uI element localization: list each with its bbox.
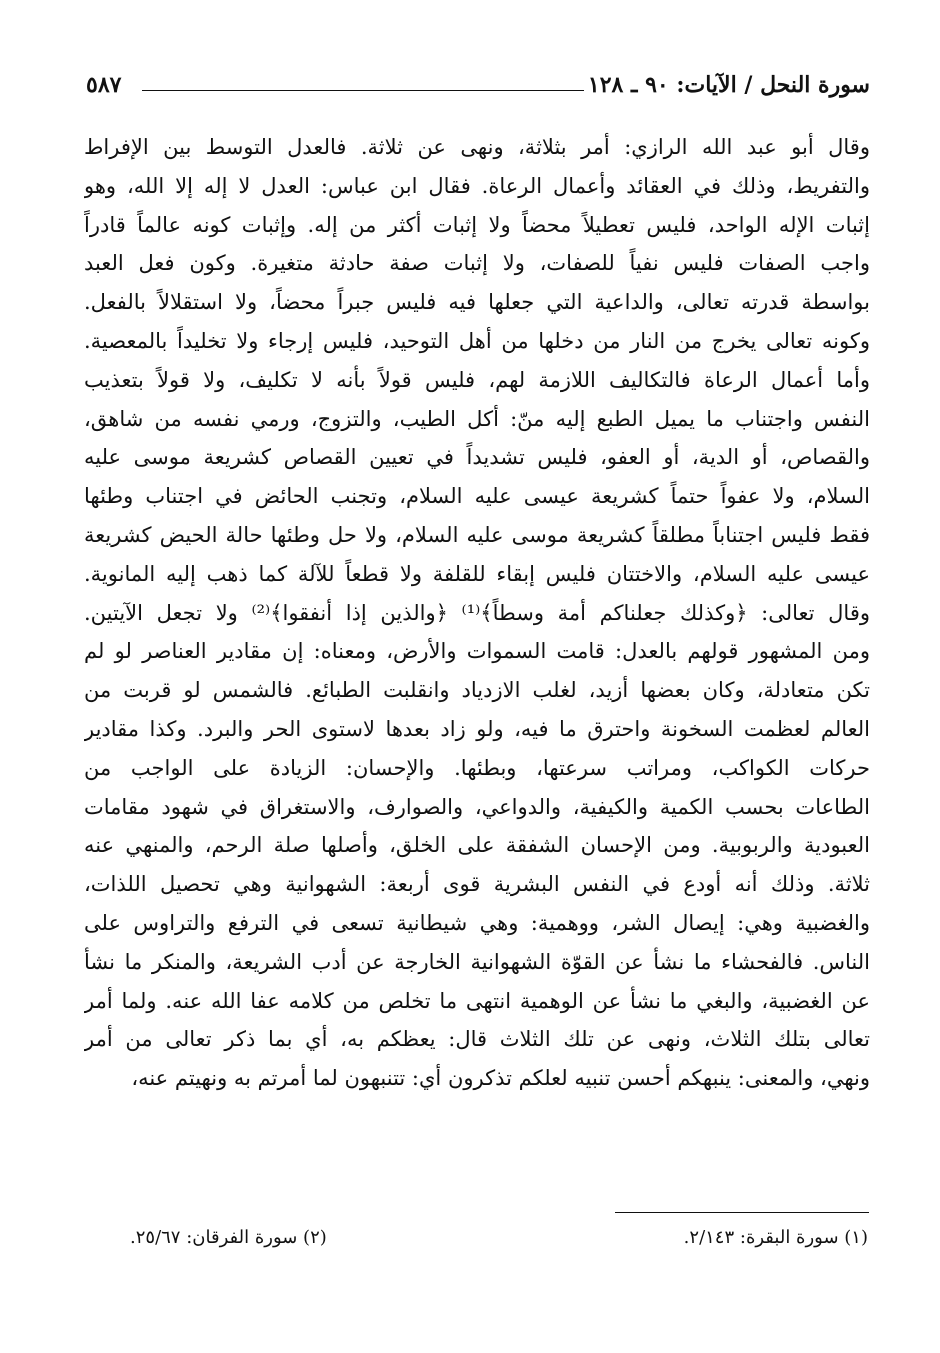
page-number: ٥٨٧ bbox=[86, 72, 122, 98]
footnotes bbox=[130, 1220, 868, 1256]
text-line: العبودية والربوبية. ومن الإحسان الشفقة على الخلق، وأصلها صلة الرحم، والمنهي عنه bbox=[84, 833, 870, 858]
text-line: وقال تعالى: ﴿وكذلك جعلناكم أمة وسطاً﴾⁽¹⁾ ﴿والذين إذا أنفقوا﴾⁽²⁾ ولا تجعل الآيتين. bbox=[84, 600, 870, 625]
text-line: النفس واجتناب ما يميل الطبع إليه منّ: أكل الطيب، والتزوج، ورمي نفسه من شاهق، bbox=[84, 406, 870, 431]
header-rule bbox=[142, 90, 584, 91]
text-line: ونهي، والمعنى: ينبهكم أحسن تنبيه لعلكم تذكرون أي: تتنبهون لما أمرتم به ونهيتم عنه، bbox=[131, 1066, 870, 1091]
text-line: وقال أبو عبد الله الرازي: أمر بثلاثة، ونهى عن ثلاثة. فالعدل التوسط بين الإفراط bbox=[84, 135, 870, 159]
text-line: تعالى بتلك الثلاث، ونهى عن تلك الثلاث قال: يعظكم به، أي بما ذكر تعالى من أمر bbox=[84, 1027, 870, 1052]
text-line: عيسى عليه السلام، والاختتان فليس إبقاء للقلفة ولا قطعاً للآلة كما ذهب إليه المانوية. bbox=[84, 561, 870, 586]
footnote-rule bbox=[615, 1212, 869, 1213]
text-line: ثلاثة. وذلك أنه أودع في النفس البشرية قوى أربعة: الشهوانية وهي تحصيل اللذات، bbox=[84, 872, 870, 897]
text-line: حركات الكواكب، ومراتب سرعتها، وبطئها. والإحسان: الزيادة على الواجب من bbox=[84, 755, 870, 780]
text-line: والتفريط، وذلك في العقائد وأعمال الرعاة. فقال ابن عباس: العدل لا إله إلا الله، وهو bbox=[84, 173, 870, 198]
text-line: والغضبية وهي: إيصال الشر، ووهمية: وهي شيطانية تسعى في الترفع والتراوس على bbox=[84, 910, 870, 935]
footnote-1: (١) سورة البقرة: ٢/١٤٣. bbox=[683, 1227, 868, 1248]
text-line: العالم لعظمت السخونة واحترق ما فيه، ولو زاد بعدها لاستوى الحر والبرد. وكذا مقادير bbox=[84, 716, 870, 741]
footnote-2: (٢) سورة الفرقان: ٢٥/٦٧. bbox=[130, 1227, 327, 1248]
text-line: تكن متعادلة، وكان بعضها أزيد، لغلب الازدياد وانقلبت الطبائع. فالشمس لو قربت من bbox=[84, 678, 870, 703]
text-line: فقط فليس اجتناباً مطلقاً كشريعة موسى عليه السلام، ولا حل وطئها حالة الحيض كشريعة bbox=[84, 522, 870, 547]
text-line: الطاعات بحسب الكمية والكيفية، والدواعي، والصوارف، والاستغراق في شهود مقامات bbox=[84, 794, 870, 819]
text-line: وأما أعمال الرعاة فالتكاليف اللازمة لهم، فليس قولاً بأنه لا تكليف، ولا قولاً بتعذيب bbox=[84, 367, 870, 392]
text-line: الناس. فالفحشاء ما نشأ عن القوّة الشهوانية الخارجة عن أدب الشريعة، والمنكر ما نشأ bbox=[84, 949, 870, 974]
text-line: واجب الصفات فليس نفياً للصفات، ولا إثبات صفة حادثة متغيرة. وكون فعل العبد bbox=[84, 251, 870, 276]
running-title: سورة النحل / الآيات: ٩٠ ـ ١٢٨ bbox=[587, 72, 870, 98]
text-line: السلام، ولا عفواً حتماً كشريعة عيسى عليه السلام، وتجنب الحائض في اجتناب وطئها bbox=[84, 484, 870, 509]
text-line: ومن المشهور قولهم بالعدل: قامت السموات والأرض، ومعناه: إن مقادير العناصر لو لم bbox=[84, 639, 870, 664]
body-text bbox=[84, 128, 870, 1098]
page-header bbox=[86, 72, 870, 106]
text-line: والقصاص، أو الدية، أو العفو، فليس تشديداً في تعيين القصاص كشريعة موسى عليه bbox=[84, 445, 870, 470]
text-line: بواسطة قدرته تعالى، والداعية التي جعلها فيه فليس جبراً محضاً، ولا استقلالاً بالفعل. bbox=[84, 290, 870, 315]
text-line: عن الغضبية، والبغي ما نشأ عن الوهمية انتهى ما تخلص من كلامه عفا الله عنه. ولما أمر bbox=[84, 988, 870, 1013]
text-line: وكونه تعالى يخرج من النار من دخلها من أهل التوحيد، فليس إرجاء ولا تخليداً بالمعصية. bbox=[84, 328, 870, 353]
text-line: إثبات الإله الواحد، فليس تعطيلاً محضاً ولا إثبات أكثر من إله. وإثبات كونه عالماً قادراً bbox=[84, 212, 870, 237]
